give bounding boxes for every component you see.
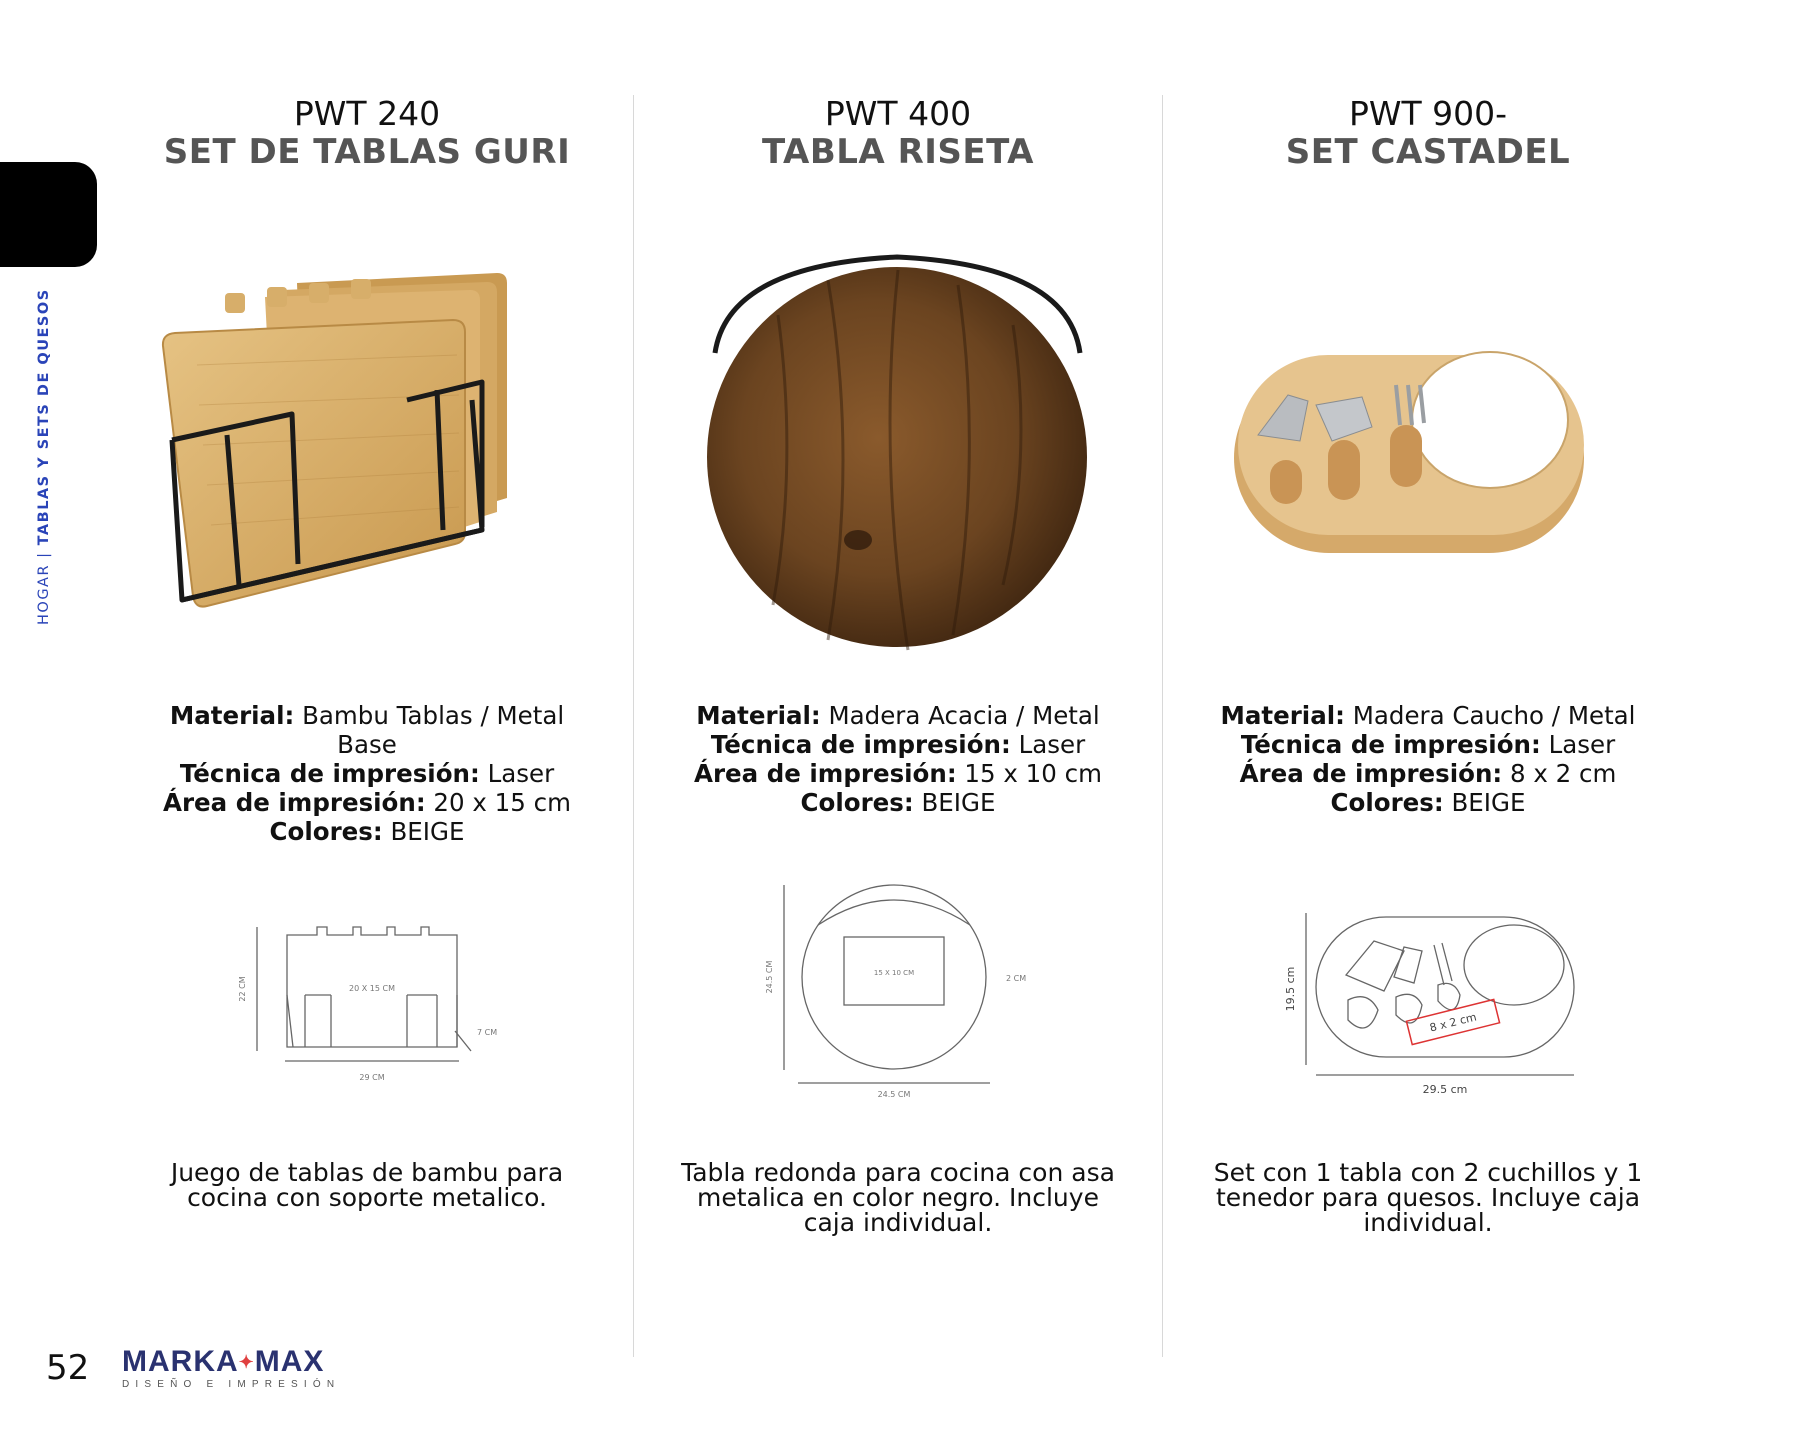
technical-drawing-pwt400 — [668, 865, 1128, 1100]
product-name: SET CASTADEL — [1285, 132, 1571, 172]
product-description: Tabla redonda para cocina con asa metalica en color negro. Incluye caja individual. — [681, 1158, 1115, 1237]
technical-drawing-pwt240 — [137, 865, 597, 1100]
svg-text:22 CM: 22 CM — [238, 976, 247, 1002]
column-divider — [633, 95, 634, 1357]
product-code: PWT 900- — [1348, 94, 1508, 133]
product-name: SET DE TABLAS GURI — [163, 132, 571, 172]
product-description: Juego de tablas de bambu para cocina con soporte metalico. — [170, 1158, 564, 1212]
column-divider — [1162, 95, 1163, 1357]
product-specs: Material: Madera Acacia / Metal Técnica de impresión: Laser Área de impresión: 15 x 10 cm Colores: BEIGE — [694, 701, 1102, 817]
product-header-pwt900 — [1198, 95, 1658, 171]
product-photo-cheese-set — [1198, 235, 1658, 655]
product-header-pwt400 — [668, 95, 1128, 171]
svg-text:7 CM: 7 CM — [477, 1028, 498, 1037]
svg-text:2 CM: 2 CM — [1006, 974, 1027, 983]
product-header-pwt240 — [137, 95, 597, 171]
page-number: 52 — [46, 1348, 90, 1388]
product-description: Set con 1 tabla con 2 cuchillos y 1 tenedor para quesos. Incluye caja individual. — [1213, 1158, 1643, 1237]
product-code: PWT 240 — [293, 94, 441, 133]
technical-drawing-pwt900 — [1198, 865, 1658, 1100]
svg-text:20 X 15 CM: 20 X 15 CM — [349, 984, 395, 993]
product-photo-round-board — [668, 235, 1128, 655]
svg-text:29 CM: 29 CM — [359, 1073, 385, 1082]
brand-logo: MARKA✦MAX DISEÑO E IMPRESIÓN — [122, 1345, 341, 1390]
svg-text:29.5 cm: 29.5 cm — [1422, 1083, 1468, 1096]
product-code: PWT 400 — [824, 94, 972, 133]
svg-text:15 X 10 CM: 15 X 10 CM — [873, 969, 915, 977]
product-photo-cutting-boards — [137, 235, 597, 655]
section-tab-marker — [0, 162, 97, 267]
svg-text:8 x 2 cm: 8 x 2 cm — [1428, 1010, 1478, 1035]
product-specs: Material: Bambu Tablas / Metal Base Técnica de impresión: Laser Área de impresión: 20 x 15 cm Colores: BEIGE — [163, 701, 571, 846]
svg-text:19.5 cm: 19.5 cm — [1284, 966, 1297, 1012]
svg-text:24.5 CM: 24.5 CM — [765, 960, 774, 994]
product-specs: Material: Madera Caucho / Metal Técnica de impresión: Laser Área de impresión: 8 x 2 cm Colores: BEIGE — [1220, 701, 1636, 817]
product-name: TABLA RISETA — [761, 132, 1034, 172]
svg-text:24.5 CM: 24.5 CM — [877, 1090, 911, 1099]
section-label: HOGAR | TABLAS Y SETS DE QUESOS — [36, 288, 52, 625]
